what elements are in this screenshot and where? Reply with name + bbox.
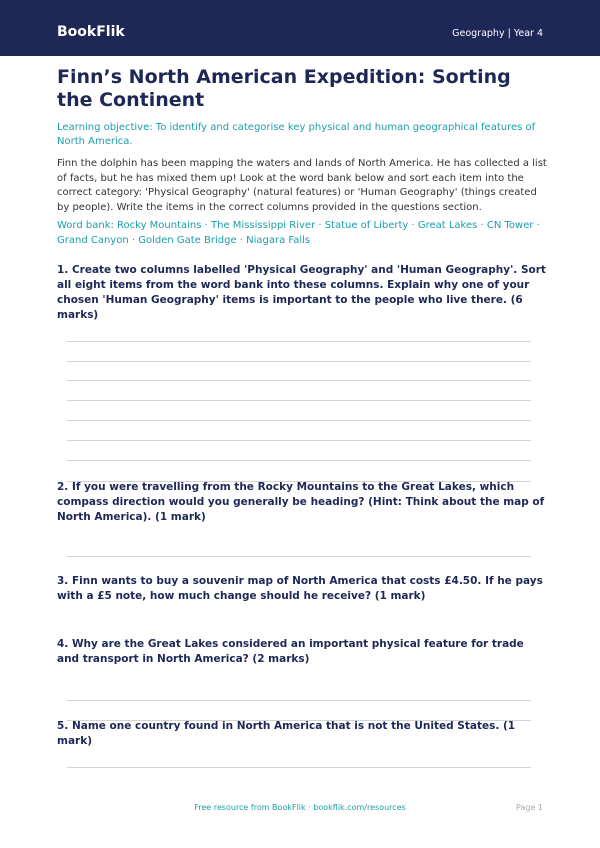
answer-line bbox=[67, 420, 531, 421]
question-2: 2. If you were travelling from the Rocky Mountains to the Great Lakes, which compass direction would you generally be heading? (Hint: Think about the map of North America). (1 mark) bbox=[57, 481, 545, 523]
footer-text: Free resource from BookFlik · bookflik.com/resources bbox=[194, 803, 406, 812]
answer-line bbox=[67, 341, 531, 342]
learning-objective: Learning objective: To identify and categorise key physical and human geographical features of North America. bbox=[57, 122, 536, 147]
intro-paragraph: Finn the dolphin has been mapping the waters and lands of North America. He has collected a list of facts, but he has mixed them up! Look at the word bank below and sort each item into the correct category: 'Physical Geography' (natural features) or 'Human Geography' (things created by people). Write the items in the correct columns provided in the questions section. bbox=[57, 158, 547, 213]
answer-line bbox=[67, 361, 531, 362]
question-4: 4. Why are the Great Lakes considered an important physical feature for trade and transport in North America? (2 marks) bbox=[57, 638, 524, 665]
word-bank: Word bank: Rocky Mountains · The Mississippi River · Statue of Liberty · Great Lakes · CN Tower · Grand Canyon · Golden Gate Bridge · Niagara Falls bbox=[57, 220, 540, 246]
question-3: 3. Finn wants to buy a souvenir map of North America that costs £4.50. If he pays with a £5 note, how much change should he receive? (1 mark) bbox=[57, 575, 543, 602]
page-title: Finn’s North American Expedition: Sorting the Continent bbox=[57, 66, 511, 111]
header-bar bbox=[0, 0, 600, 56]
question-1: 1. Create two columns labelled 'Physical Geography' and 'Human Geography'. Sort all eight items from the word bank into these columns. Explain why one of your chosen 'Human Geography' items is important to the people who live there. (6 marks) bbox=[57, 264, 546, 321]
subject-label: Geography | Year 4 bbox=[452, 28, 543, 39]
question-5: 5. Name one country found in North America that is not the United States. (1 mark) bbox=[57, 720, 516, 747]
answer-line bbox=[67, 556, 531, 557]
answer-line bbox=[67, 700, 531, 701]
answer-line bbox=[67, 400, 531, 401]
answer-line bbox=[67, 440, 531, 441]
brand-logo: BookFlik bbox=[57, 24, 125, 40]
answer-line bbox=[67, 460, 531, 461]
answer-line bbox=[67, 767, 531, 768]
page-number: Page 1 bbox=[516, 803, 543, 812]
answer-line bbox=[67, 380, 531, 381]
